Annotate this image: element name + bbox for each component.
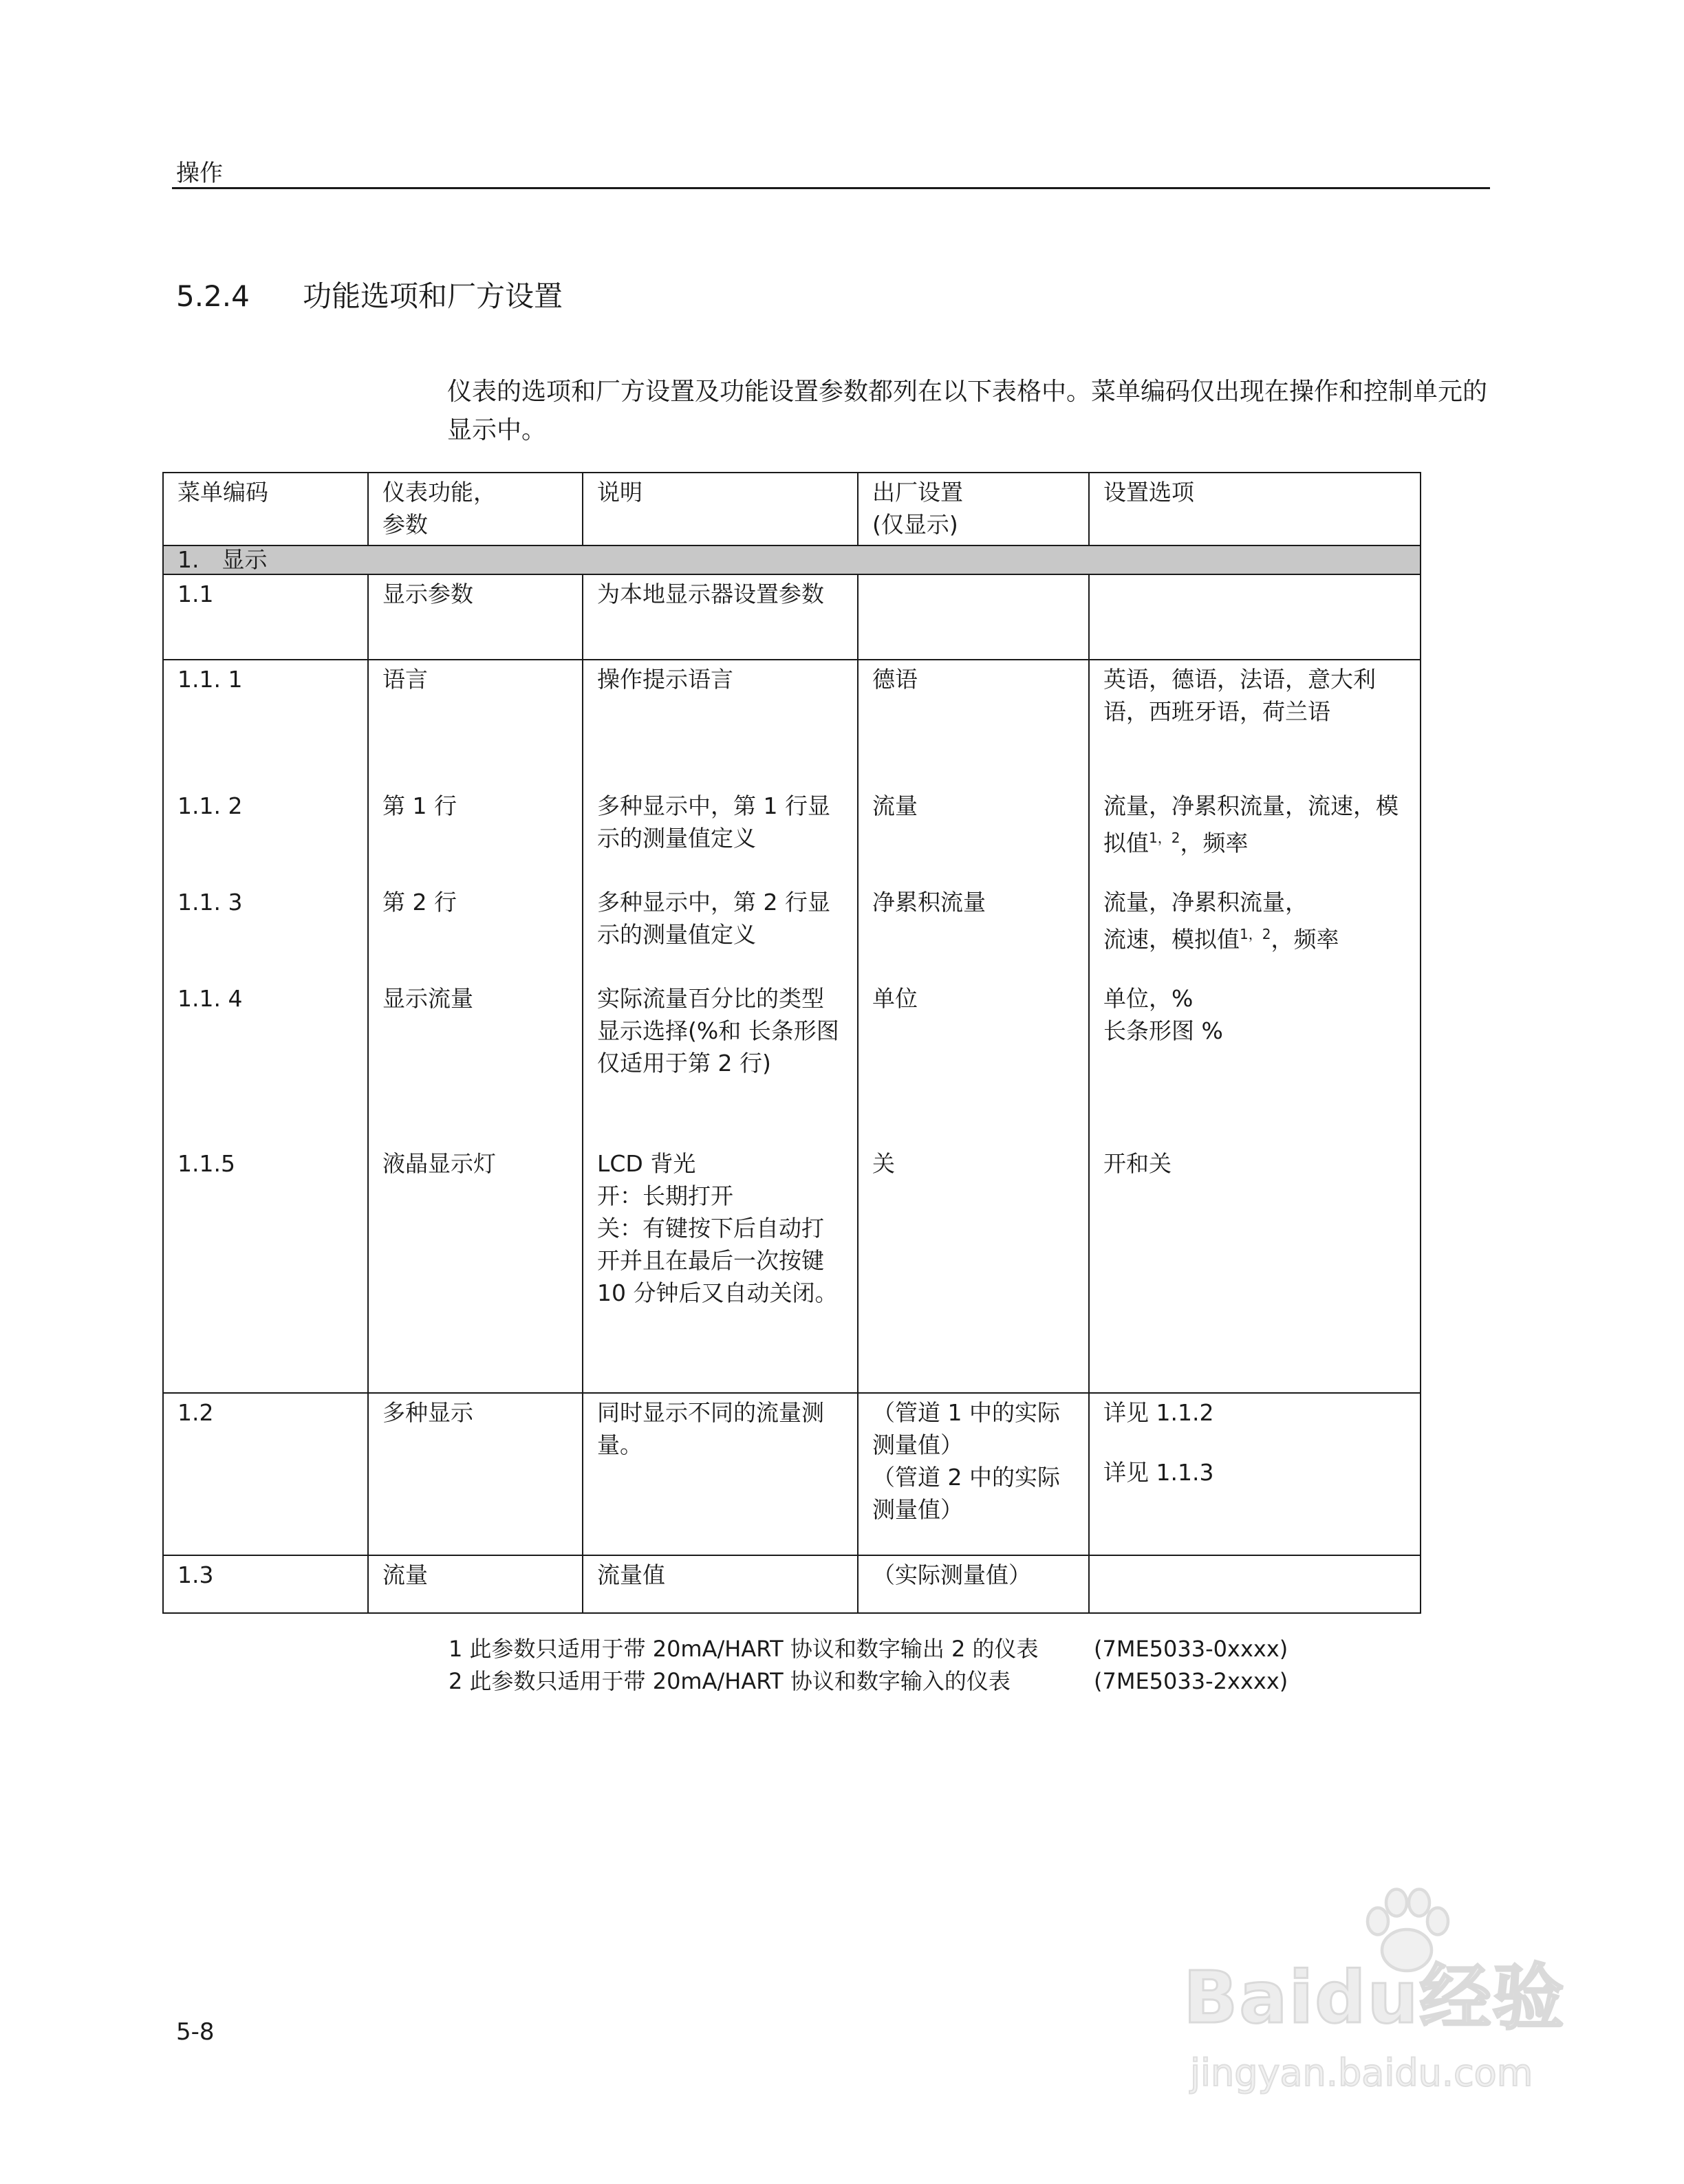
cell-function-stack: 语言 第 1 行 第 2 行 显示流量 液晶显示灯 [368,660,583,1393]
group-row-display [163,545,1421,574]
cell-factory-stack: 德语 流量 净累积流量 单位 关 [858,660,1089,1393]
cell-function: 流量 [368,1555,583,1613]
cell-code: 1.2 [163,1393,368,1555]
footnotes [449,1633,1288,1698]
group-label: 1. 显示 [163,545,1421,574]
table-row [163,574,1421,660]
footnote-model: (7ME5033-0xxxx) [1094,1636,1288,1662]
footnote-1: 1 此参数只适用于带 20mA/HART 协议和数字输出 2 的仪表 (7ME5033-0xxxx) [449,1633,1288,1665]
section-heading [176,274,563,315]
watermark-url: jingyan.baidu.com [1190,2051,1533,2095]
cell-factory: （实际测量值） [858,1555,1089,1613]
table-row [163,1555,1421,1613]
page-number: 5-8 [176,2018,215,2046]
running-header: 操作 [176,160,223,187]
intro-paragraph: 仪表的选项和厂方设置及功能设置参数都列在以下表格中。菜单编码仅出现在操作和控制单元的显示中。 [447,378,1488,444]
cell-function: 多种显示 [368,1393,583,1555]
header-function: 仪表功能， 参数 [368,473,583,545]
function-options-table [162,472,1421,1614]
header-setting-options: 设置选项 [1089,473,1421,545]
cell-code: 1.3 [163,1555,368,1613]
cell-description: 为本地显示器设置参数 [583,574,858,660]
cell-code: 1.1 [163,574,368,660]
cell-options-stack: 英语，德语，法语，意大利语，西班牙语，荷兰语 流量，净累积流量，流速，模拟值$^{1,2}$，频率 流量，净累积流量， 流速，模拟值$^{1,2}$，频率 单位，% 长条形图 % 开和关 [1089,660,1421,1393]
section-number: 5.2.4 [176,279,250,313]
cell-factory [858,574,1089,660]
watermark-logo-text: Baidu经验 [1183,1956,1566,2040]
table-row [163,1393,1421,1555]
cell-function: 显示参数 [368,574,583,660]
table-header-row [163,473,1421,545]
table-row [163,660,1421,1393]
header-divider [172,187,1490,189]
section-title: 功能选项和厂方设置 [303,279,563,313]
cell-description: 流量值 [583,1555,858,1613]
cell-code-stack: 1.1. 1 1.1. 2 1.1. 3 1.1. 4 1.1.5 [163,660,368,1393]
cell-options: 详见 1.1.2 详见 1.1.3 [1089,1393,1421,1555]
cell-description: 同时显示不同的流量测量。 [583,1393,858,1555]
header-menu-code: 菜单编码 [163,473,368,545]
cell-factory: （管道 1 中的实际测量值） （管道 2 中的实际测量值） [858,1393,1089,1555]
footnote-2: 2 此参数只适用于带 20mA/HART 协议和数字输入的仪表 (7ME5033-2xxxx) [449,1665,1288,1698]
baidu-watermark [1183,1871,1568,2132]
header-description: 说明 [583,473,858,545]
cell-options [1089,1555,1421,1613]
header-factory-setting: 出厂设置 (仅显示) [858,473,1089,545]
cell-options [1089,574,1421,660]
footnote-model: (7ME5033-2xxxx) [1094,1668,1288,1694]
cell-description-stack: 操作提示语言 多种显示中，第 1 行显示的测量值定义 多种显示中，第 2 行显示的测量值定义 实际流量百分比的类型显示选择(%和 长条形图仅适用于第 2 行) LCD 背光 开：长期打开 关：有键按下后自动打开并且在最后一次按键 10 分钟后又自动关闭。 [583,660,858,1393]
